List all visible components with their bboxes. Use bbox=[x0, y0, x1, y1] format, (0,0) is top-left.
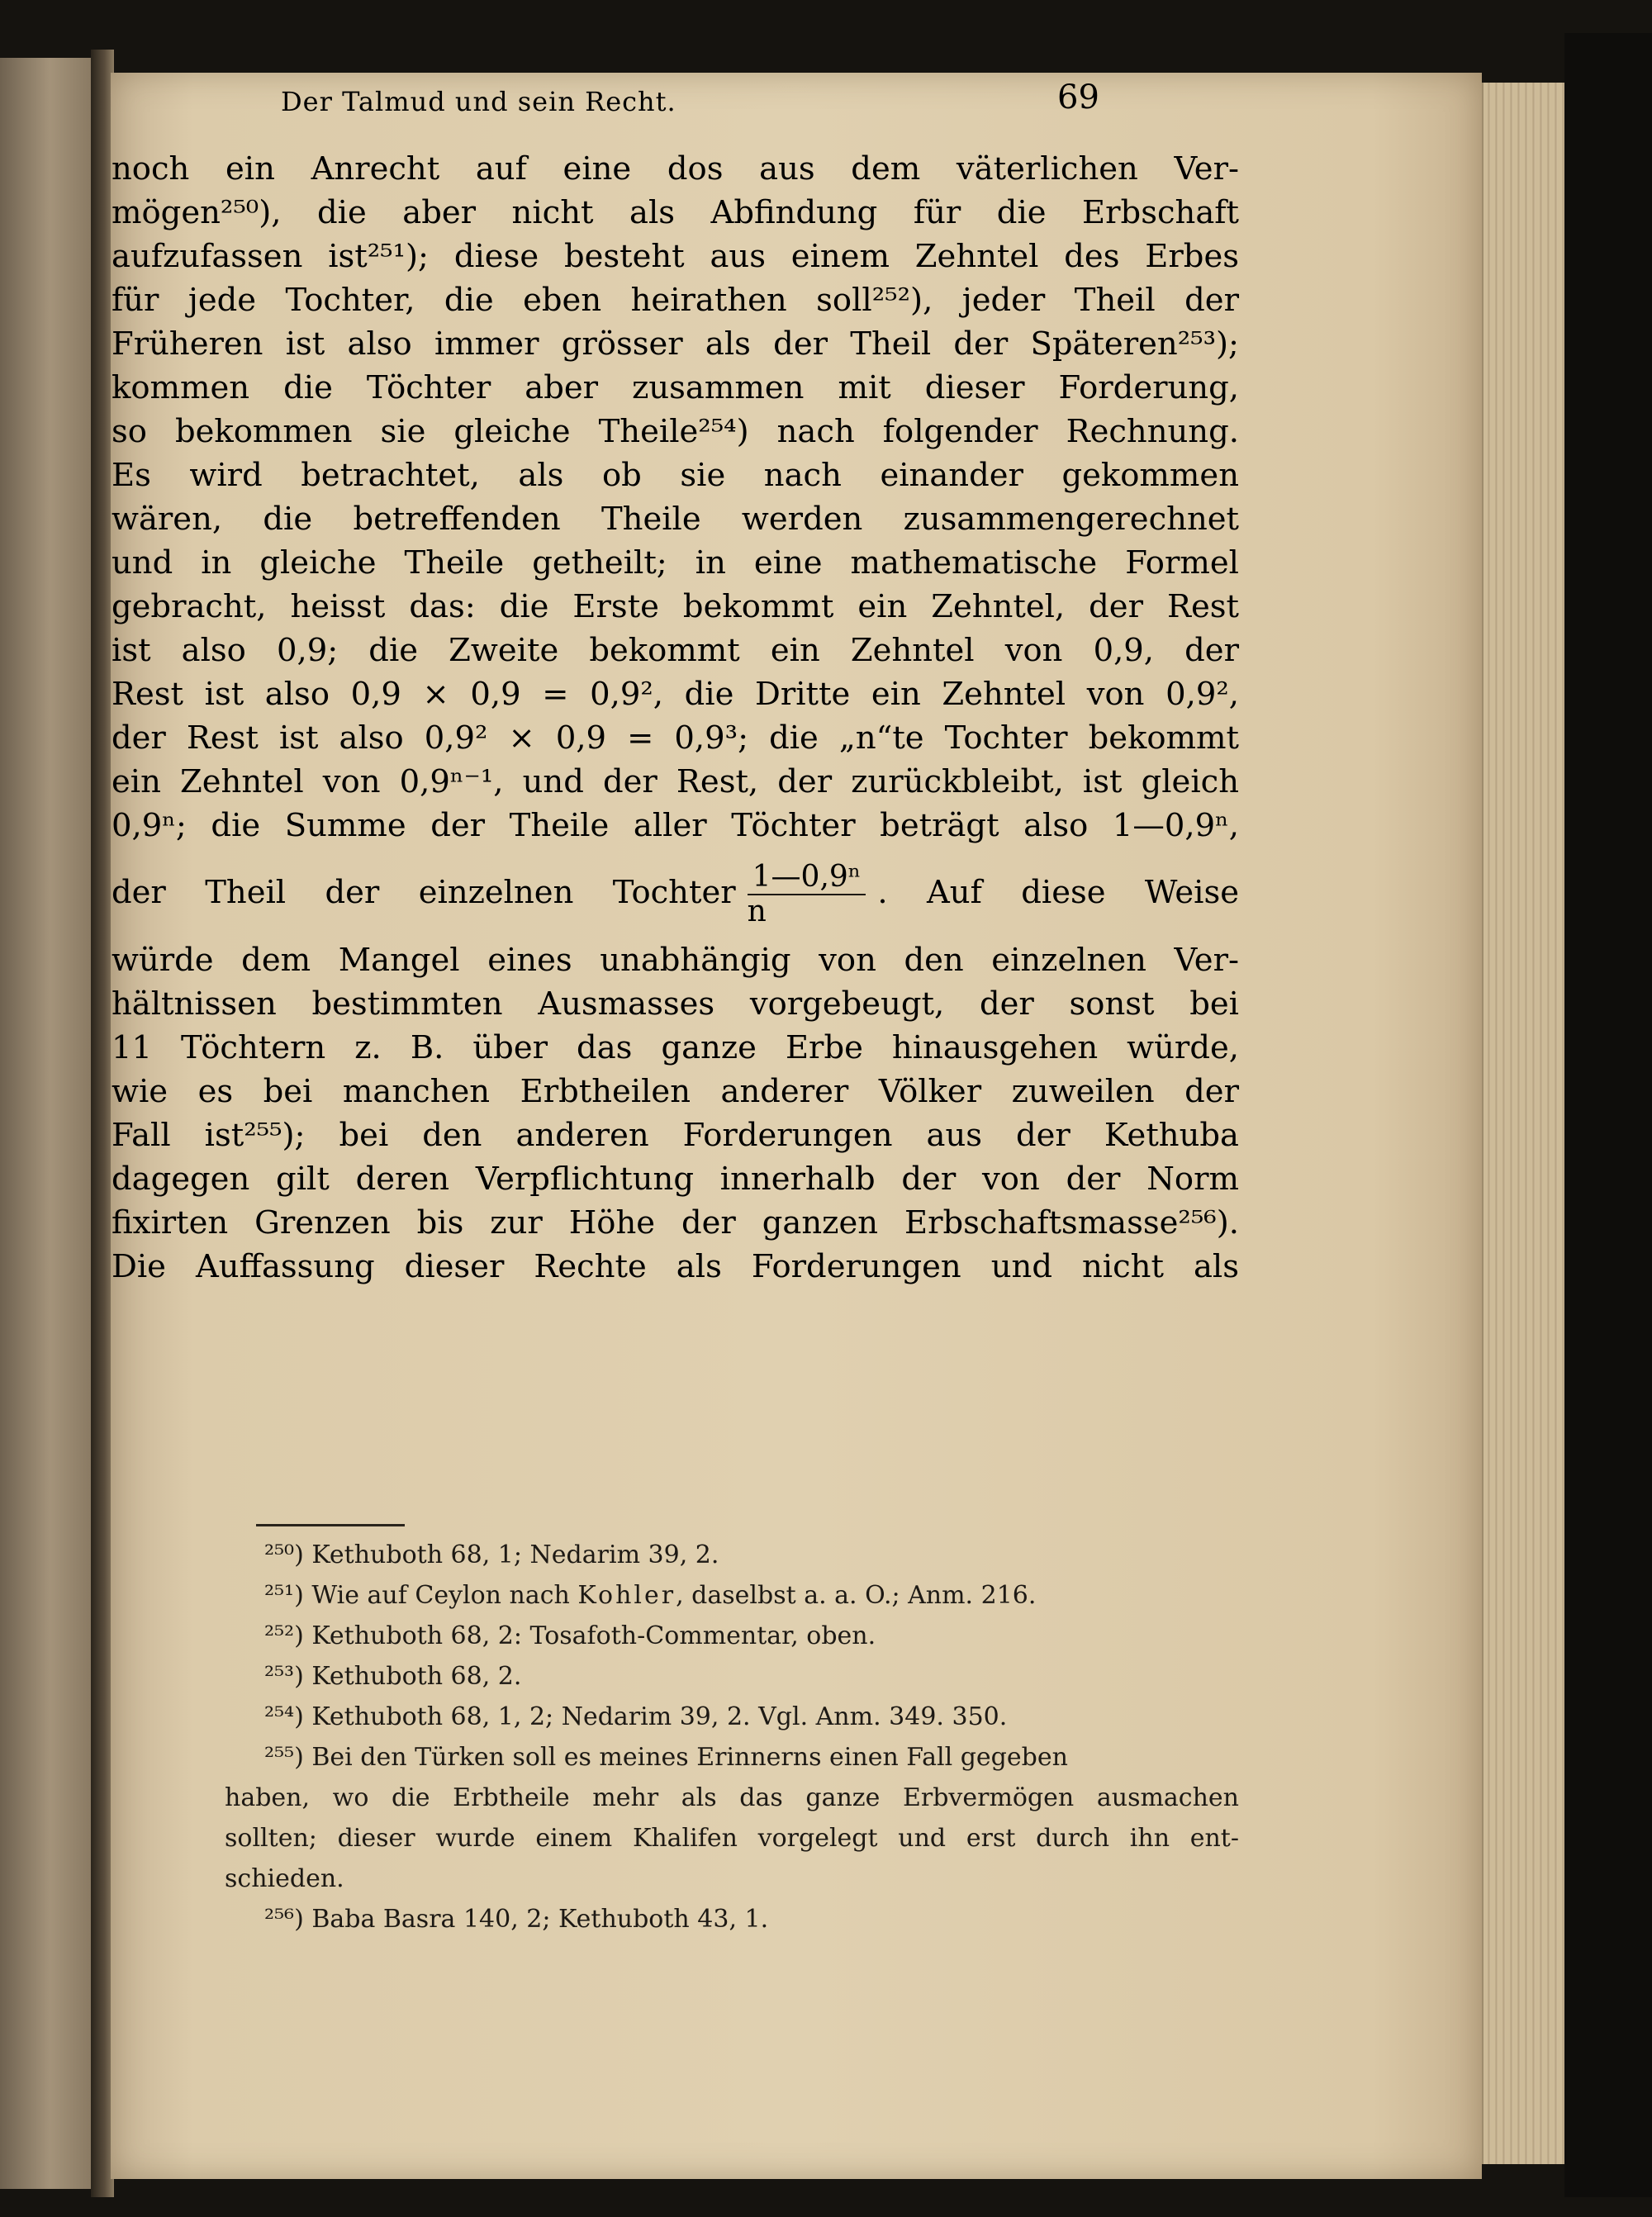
footnote-250: ²⁵⁰) Kethuboth 68, 1; Nedarim 39, 2. bbox=[264, 1541, 719, 1569]
footnote-254: ²⁵⁴) Kethuboth 68, 1, 2; Nedarim 39, 2. Vgl. Anm. 349. 350. bbox=[264, 1702, 1008, 1731]
formula-line-after: . Auf diese Weise bbox=[877, 874, 1239, 911]
text-line: kommen die Töchter aber zusammen mit dieser Forderung, bbox=[112, 369, 1239, 406]
footnote-251-text: ²⁵¹) Wie auf Ceylon nach bbox=[264, 1581, 570, 1610]
text-line: mögen²⁵⁰), die aber nicht als Abfindung für die Erbschaft bbox=[112, 194, 1239, 231]
text-line: ist also 0,9; die Zweite bekommt ein Zehntel von 0,9, der bbox=[112, 632, 1239, 669]
book-cover-edge bbox=[1564, 33, 1652, 2197]
text-line: Rest ist also 0,9 × 0,9 = 0,9², die Dritte ein Zehntel von 0,9², bbox=[112, 676, 1239, 713]
text-line: Früheren ist also immer grösser als der Theil der Späteren²⁵³); bbox=[112, 325, 1239, 363]
body-text bbox=[112, 147, 1239, 1289]
text-line: Fall ist²⁵⁵); bei den anderen Forderungen aus der Kethuba bbox=[112, 1117, 1239, 1154]
previous-page-edge bbox=[0, 58, 96, 2189]
fraction-numerator: 1—0,9ⁿ bbox=[748, 861, 866, 895]
fraction-formula bbox=[748, 861, 866, 928]
footnote-255-line: haben, wo die Erbtheile mehr als das ganze Erbvermögen ausmachen bbox=[225, 1783, 1239, 1812]
formula-line bbox=[112, 847, 1239, 938]
text-line: Es wird betrachtet, als ob sie nach einander gekommen bbox=[112, 457, 1239, 494]
footnote-255-line: schieden. bbox=[225, 1864, 344, 1893]
text-line: ein Zehntel von 0,9ⁿ⁻¹, und der Rest, der zurückbleibt, ist gleich bbox=[112, 763, 1239, 800]
footnote-253: ²⁵³) Kethuboth 68, 2. bbox=[264, 1662, 522, 1691]
text-line: fixirten Grenzen bis zur Höhe der ganzen Erbschaftsmasse²⁵⁶). bbox=[112, 1204, 1239, 1241]
text-line: aufzufassen ist²⁵¹); diese besteht aus einem Zehntel des Erbes bbox=[112, 238, 1239, 275]
footnote-251-rest: , daselbst a. a. O.; Anm. 216. bbox=[676, 1581, 1037, 1610]
text-line: dagegen gilt deren Verpflichtung innerhalb der von der Norm bbox=[112, 1161, 1239, 1198]
footnote-divider bbox=[256, 1524, 405, 1526]
text-line: 11 Töchtern z. B. über das ganze Erbe hinausgehen würde, bbox=[112, 1029, 1239, 1066]
footnote-251-author: Kohler bbox=[577, 1581, 676, 1610]
text-line: würde dem Mangel eines unabhängig von den einzelnen Ver- bbox=[112, 942, 1239, 979]
text-line: Die Auffassung dieser Rechte als Forderungen und nicht als bbox=[112, 1248, 1239, 1285]
footnote-252: ²⁵²) Kethuboth 68, 2: Tosafoth-Commentar, oben. bbox=[264, 1621, 876, 1650]
text-line: für jede Tochter, die eben heirathen soll²⁵²), jeder Theil der bbox=[112, 282, 1239, 319]
fraction-denominator: n bbox=[747, 895, 767, 928]
footnote-255-line: sollten; dieser wurde einem Khalifen vorgelegt und erst durch ihn ent- bbox=[225, 1824, 1239, 1853]
page-number: 69 bbox=[1057, 78, 1099, 116]
footnote-256: ²⁵⁶) Baba Basra 140, 2; Kethuboth 43, 1. bbox=[264, 1905, 769, 1934]
text-line: wie es bei manchen Erbtheilen anderer Völker zuweilen der bbox=[112, 1073, 1239, 1110]
page-block-edges bbox=[1482, 83, 1566, 2164]
text-line: 0,9ⁿ; die Summe der Theile aller Töchter beträgt also 1—0,9ⁿ, bbox=[112, 807, 1239, 844]
text-line: wären, die betreffenden Theile werden zusammengerechnet bbox=[112, 501, 1239, 538]
formula-line-before: der Theil der einzelnen Tochter bbox=[112, 874, 736, 911]
footnotes bbox=[225, 1535, 1239, 1939]
text-line: und in gleiche Theile getheilt; in eine mathematische Formel bbox=[112, 544, 1239, 582]
running-title: Der Talmud und sein Recht. bbox=[281, 86, 676, 117]
text-line: hältnissen bestimmten Ausmasses vorgebeugt, der sonst bei bbox=[112, 985, 1239, 1023]
text-line: noch ein Anrecht auf eine dos aus dem väterlichen Ver- bbox=[112, 150, 1239, 188]
text-line: der Rest ist also 0,9² × 0,9 = 0,9³; die „n“te Tochter bekommt bbox=[112, 719, 1239, 757]
footnote-255 bbox=[225, 1737, 1239, 1899]
text-line: gebracht, heisst das: die Erste bekommt ein Zehntel, der Rest bbox=[112, 588, 1239, 625]
text-line: so bekommen sie gleiche Theile²⁵⁴) nach folgender Rechnung. bbox=[112, 413, 1239, 450]
footnote-255-line: ²⁵⁵) Bei den Türken soll es meines Erinnerns einen Fall gegeben bbox=[264, 1743, 1068, 1772]
footnote-251 bbox=[264, 1575, 1239, 1616]
